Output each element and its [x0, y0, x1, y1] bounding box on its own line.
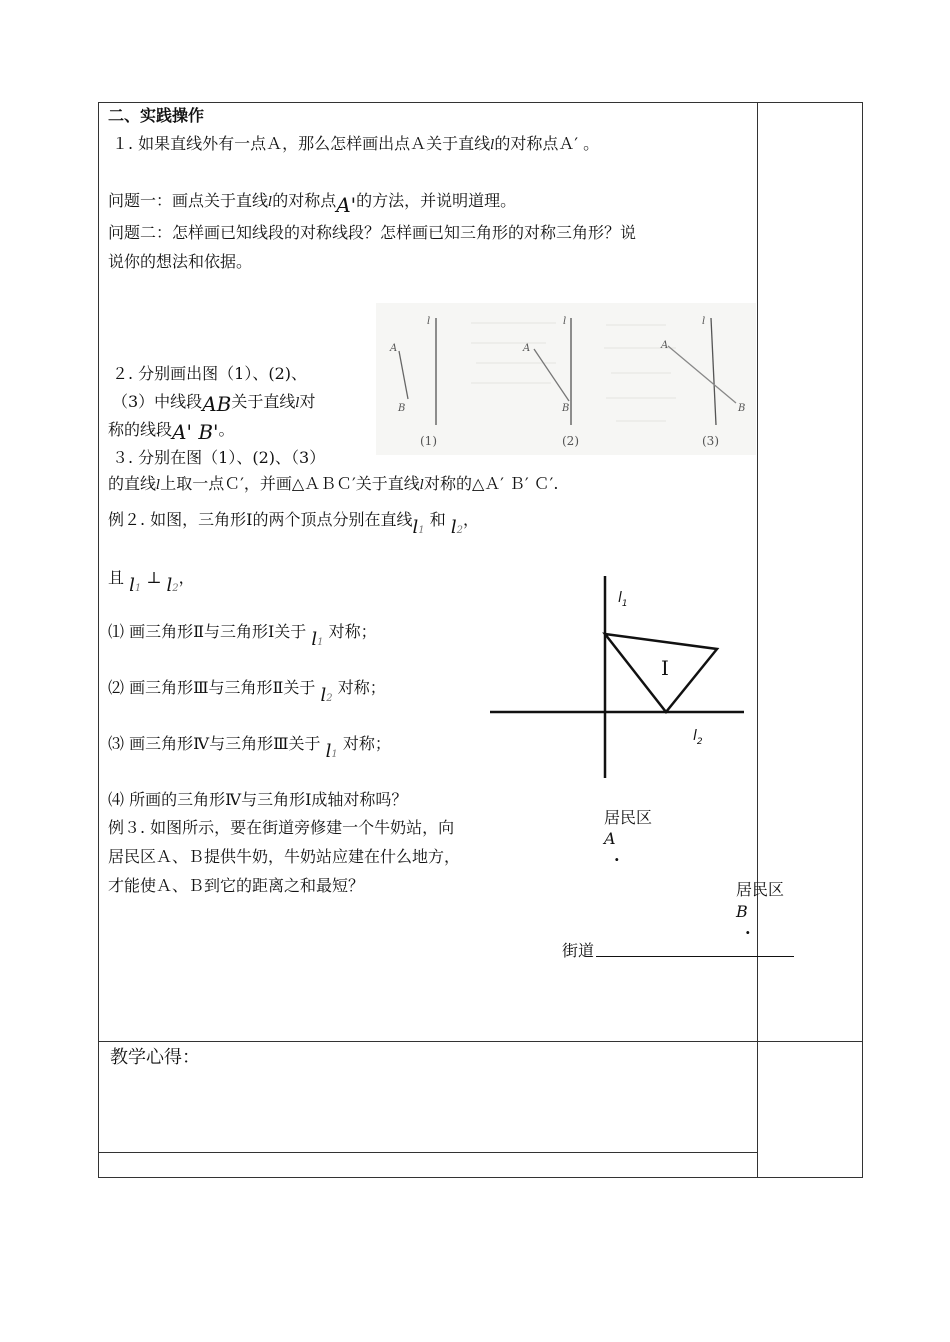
- axis-triangle-figure: [488, 574, 748, 780]
- symbol-l2: [166, 575, 178, 596]
- item-1-prefix: ⑴ 画三角形Ⅱ与三角形Ⅰ关于: [108, 622, 307, 641]
- figure-3-point-b: B: [738, 403, 746, 414]
- figure-3-caption: (3): [702, 434, 719, 448]
- symbol-l: l: [450, 517, 457, 538]
- example-2-item-4: ⑷ 所画的三角形Ⅳ与三角形Ⅰ成轴对称吗？: [108, 790, 408, 809]
- problem-1-prefix: 问题一：画点关于直线: [108, 191, 269, 210]
- perpendicular-symbol: ⊥: [146, 568, 162, 587]
- problem-2-line-1: 问题二：怎样画已知线段的对称线段？怎样画已知三角形的对称三角形？说: [108, 223, 637, 242]
- example-2-line-1: [108, 510, 479, 538]
- example-3-line-2: 居民区Ａ、Ｂ提供牛奶，牛奶站应建在什么地方，: [108, 847, 461, 866]
- example-2-qie: 且: [108, 568, 125, 587]
- axis-l-symbol: l: [693, 728, 697, 744]
- problem-1: [108, 189, 517, 217]
- figure-2-point-a: A: [523, 343, 531, 354]
- table-top-border: [98, 102, 863, 103]
- symbol-l: l: [166, 575, 173, 596]
- item-3-suffix: 对称；: [342, 734, 391, 753]
- table-last-row-top-border: [98, 1152, 757, 1153]
- question-2-line-3: [108, 418, 235, 444]
- triangle-i-label: I: [661, 656, 669, 680]
- table-column-divider: [757, 102, 758, 1177]
- figure-1-caption: (1): [420, 434, 437, 448]
- problem-2-line-2: 说你的想法和依据。: [108, 252, 253, 271]
- symbol-l1: [129, 575, 141, 596]
- figure-3-line-label: l: [702, 316, 706, 327]
- line-l-symbol: l: [295, 396, 300, 411]
- residential-area-b-label: 居民区: [736, 880, 785, 899]
- question-3-line-2-prefix: 的直线: [108, 474, 157, 493]
- figure-3-point-a: A: [661, 340, 669, 351]
- symbol-l1: [326, 741, 338, 762]
- example-2-comma: ，: [178, 568, 195, 587]
- residential-area-a-label: 居民区: [604, 808, 653, 827]
- table-right-border: [862, 102, 863, 1177]
- symbol-sub-2: 2: [456, 525, 463, 536]
- symbol-l: l: [129, 575, 135, 596]
- item-2-prefix: ⑵ 画三角形Ⅲ与三角形Ⅱ关于: [108, 678, 316, 697]
- symbol-l: l: [311, 629, 318, 650]
- symbol-sub-1: 1: [331, 749, 338, 760]
- figure-2-caption: (2): [562, 434, 579, 448]
- question-2-line-2-suffix: 对: [299, 392, 316, 411]
- question-2-line-2-mid: 关于直线: [231, 392, 296, 411]
- question-2-line-3-suffix: 。: [218, 420, 235, 439]
- item-2-suffix: 对称；: [337, 678, 386, 697]
- figure-1-line-label: l: [427, 316, 431, 327]
- line-l-symbol: l: [490, 138, 495, 153]
- line-l-symbol: l: [268, 195, 273, 210]
- point-a-label: A: [604, 829, 616, 848]
- problem-1-suffix: 的方法，并说明道理。: [356, 191, 517, 210]
- question-3-line-1: ３. 分别在图（1）、(2)、（3）: [112, 448, 326, 467]
- example-2-item-3: [108, 734, 391, 762]
- question-3-line-2-suffix: 对称的△Ａ′ Ｂ′ Ｃ′.: [423, 474, 559, 493]
- example-2-comma: ，: [462, 510, 479, 529]
- symbol-l: l: [325, 741, 332, 762]
- axis-sub-2: 2: [696, 736, 703, 747]
- question-2-line-2: [112, 390, 316, 414]
- symbol-sub-1: 1: [317, 637, 324, 648]
- axis-l1-label: [618, 588, 628, 614]
- point-a-prime: A': [336, 193, 357, 217]
- symbol-l1: [311, 629, 323, 650]
- table-left-border: [98, 102, 99, 1177]
- figure-1-point-b: B: [398, 403, 406, 414]
- symbol-l2: [451, 517, 463, 538]
- table-reflection-top-border: [98, 1041, 863, 1042]
- example-2-item-2: [108, 678, 386, 706]
- line-l-symbol: l: [156, 478, 161, 493]
- question-2-line-2-prefix: （3）中线段: [112, 392, 203, 411]
- figure-2-point-b: B: [562, 403, 570, 414]
- axis-l2-label: [693, 726, 703, 752]
- point-b-dot: .: [745, 919, 751, 938]
- symbol-l: l: [412, 517, 419, 538]
- street-label: 街道: [562, 941, 595, 960]
- symbol-l2: [321, 685, 333, 706]
- point-a-dot: .: [614, 846, 620, 865]
- symbol-sub-1: 1: [134, 583, 142, 594]
- symbol-sub-2: 2: [172, 583, 179, 594]
- section-title: 二、实践操作: [108, 106, 205, 125]
- question-3-line-2-mid: 上取一点Ｃ′，并画△ＡＢＣ′关于直线: [160, 474, 420, 493]
- symbol-l1: [413, 517, 425, 538]
- question-1-prefix: １. 如果直线外有一点Ａ，那么怎样画出点Ａ关于直线: [112, 134, 491, 153]
- axis-sub-1: 1: [621, 598, 628, 609]
- reflection-label: 教学心得：: [110, 1047, 200, 1068]
- line-l-symbol: l: [419, 478, 424, 493]
- example-2-condition: [108, 568, 195, 596]
- street-line: [596, 956, 794, 957]
- point-b-label: B: [736, 902, 748, 921]
- figure-2-line-label: l: [563, 316, 567, 327]
- item-1-suffix: 对称；: [328, 622, 377, 641]
- example-2-and: 和: [429, 510, 446, 529]
- figure-1-point-a: A: [390, 343, 398, 354]
- problem-1-mid: 的对称点: [272, 191, 337, 210]
- table-bottom-border: [98, 1177, 863, 1178]
- axis-l-symbol: l: [618, 590, 622, 606]
- example-2-item-1: [108, 622, 377, 650]
- question-2-line-3-prefix: 称的线段: [108, 420, 173, 439]
- symbol-sub-1: 1: [418, 525, 425, 536]
- symbol-l: l: [320, 685, 327, 706]
- symbol-sub-2: 2: [326, 693, 333, 704]
- segment-figures: [376, 303, 756, 455]
- item-3-prefix: ⑶ 画三角形Ⅳ与三角形Ⅲ关于: [108, 734, 321, 753]
- question-1-suffix: 的对称点Ａ′ 。: [494, 134, 600, 153]
- example-3-line-3: 才能使Ａ、Ｂ到它的距离之和最短？: [108, 876, 365, 895]
- segment-ab-prime: A' B': [172, 420, 219, 444]
- example-3-line-1: 例３. 如图所示，要在街道旁修建一个牛奶站，向: [108, 818, 455, 837]
- question-1: [112, 134, 599, 156]
- question-2-line-1: ２. 分别画出图（1）、(2)、: [112, 364, 308, 383]
- question-3-line-2: [108, 474, 558, 496]
- segment-ab: AB: [202, 392, 232, 416]
- example-2-line-1-text: 例２. 如图，三角形Ⅰ的两个顶点分别在直线: [108, 510, 413, 529]
